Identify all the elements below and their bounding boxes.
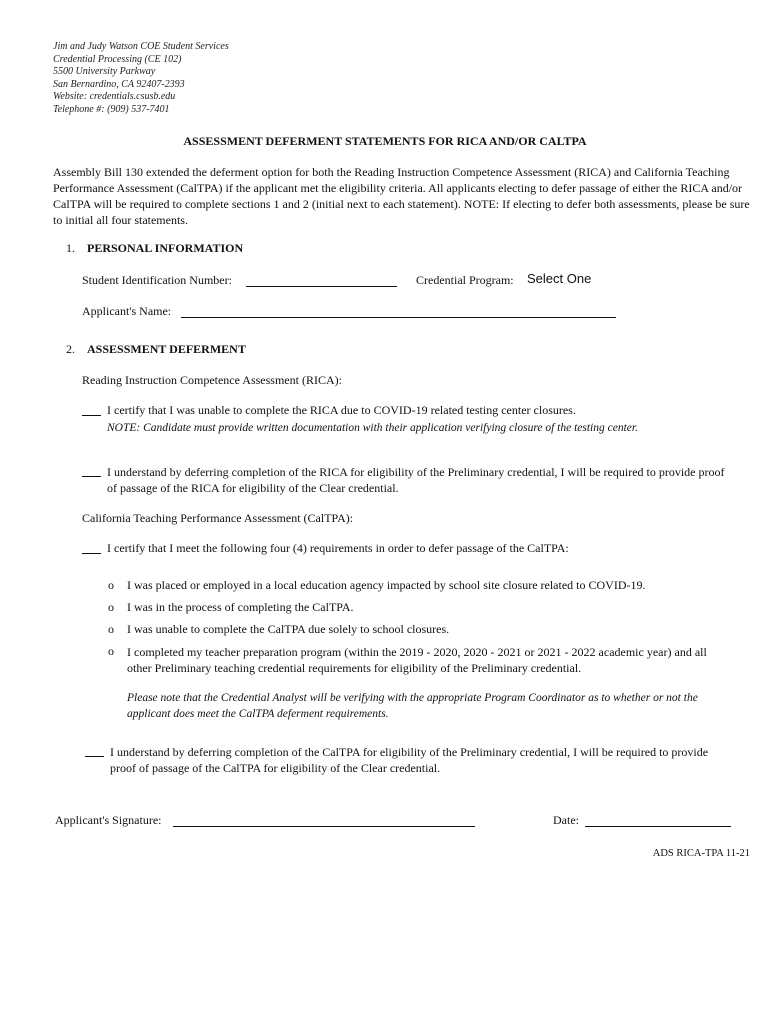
rica-understand-initial-field[interactable] <box>82 465 101 477</box>
address-telephone: Telephone #: (909) 537-7401 <box>53 103 170 115</box>
document-title: ASSESSMENT DEFERMENT STATEMENTS FOR RICA AND/OR CALTPA <box>183 134 587 148</box>
section-2-heading: ASSESSMENT DEFERMENT <box>87 342 246 356</box>
credential-program-select[interactable]: Select One <box>527 271 592 286</box>
requirement-item: I completed my teacher preparation program (within the 2019 - 2020, 2020 - 2021 or 2021 - 2022 academic year) and all other Preliminary teaching credential requirements for eligibility of the Preliminary credential. <box>127 645 707 675</box>
caltpa-cert-initial-field[interactable] <box>82 542 101 554</box>
address-line-3: 5500 University Parkway <box>53 66 156 78</box>
bullet-marker: o <box>108 600 114 614</box>
form-code: ADS RICA-TPA 11-21 <box>652 848 750 859</box>
caltpa-understand-initial-field[interactable] <box>85 745 104 757</box>
section-1-number: 1. <box>66 241 75 255</box>
applicant-name-field[interactable] <box>181 304 616 318</box>
requirement-item: I was unable to complete the CalTPA due solely to school closures. <box>127 622 450 636</box>
caltpa-heading: California Teaching Performance Assessment (CalTPA): <box>82 511 354 525</box>
rica-understand-statement: I understand by deferring completion of the RICA for eligibility of the Preliminary credential, I will be required to provide proof of passage of the RICA for eligibility of the Clear credential. <box>107 465 725 495</box>
date-field[interactable] <box>585 813 731 827</box>
requirement-item: I was placed or employed in a local education agency impacted by school site closure related to COVID-19. <box>127 578 646 592</box>
section-2-number: 2. <box>66 342 75 356</box>
student-id-field[interactable] <box>246 273 397 287</box>
caltpa-cert-statement: I certify that I meet the following four (4) requirements in order to defer passage of the CalTPA: <box>107 541 569 555</box>
signature-label: Applicant's Signature: <box>55 813 162 827</box>
rica-cert-statement: I certify that I was unable to complete the RICA due to COVID-19 related testing center closures. <box>107 403 576 417</box>
rica-note: NOTE: Candidate must provide written documentation with their application verifying closure of the testing center. <box>107 422 638 434</box>
rica-cert-initial-field[interactable] <box>82 404 101 416</box>
address-line-4: San Bernardino, CA 92407-2393 <box>53 78 185 90</box>
requirement-item: I was in the process of completing the CalTPA. <box>127 600 354 614</box>
bullet-marker: o <box>108 644 114 658</box>
intro-paragraph: Assembly Bill 130 extended the deferment option for both the Reading Instruction Competence Assessment (RICA) and California Teaching Performance Assessment (CalTPA) if the applicant met the eligibility criteria. All applicants electing to defer passage of either the RICA and/or CalTPA will be required to complete sections 1 and 2 (initial next to each statement). NOTE: If electing to defer both assessments, please be sure to initial all four statements. <box>53 165 750 227</box>
address-line-1: Jim and Judy Watson COE Student Services <box>53 41 229 52</box>
credential-program-label: Credential Program: <box>416 273 514 287</box>
address-website: Website: credentials.csusb.edu <box>53 91 176 103</box>
signature-field[interactable] <box>173 813 475 827</box>
bullet-marker: o <box>108 622 114 636</box>
date-label: Date: <box>553 813 579 827</box>
caltpa-note: Please note that the Credential Analyst will be verifying with the appropriate Program Coordinator as to whether or not the applicant does meet the CalTPA deferment requirements. <box>127 692 698 720</box>
address-line-2: Credential Processing (CE 102) <box>53 53 182 65</box>
applicant-name-label: Applicant's Name: <box>82 304 172 318</box>
student-id-label: Student Identification Number: <box>82 273 232 287</box>
address-block <box>53 41 229 117</box>
caltpa-understand-statement: I understand by deferring completion of the CalTPA for eligibility of the Preliminary credential, I will be required to provide proof of passage of the CalTPA for eligibility of the Clear credential. <box>110 745 709 775</box>
bullet-marker: o <box>108 578 114 592</box>
rica-heading: Reading Instruction Competence Assessment (RICA): <box>82 373 342 387</box>
section-1-heading: PERSONAL INFORMATION <box>87 241 244 255</box>
